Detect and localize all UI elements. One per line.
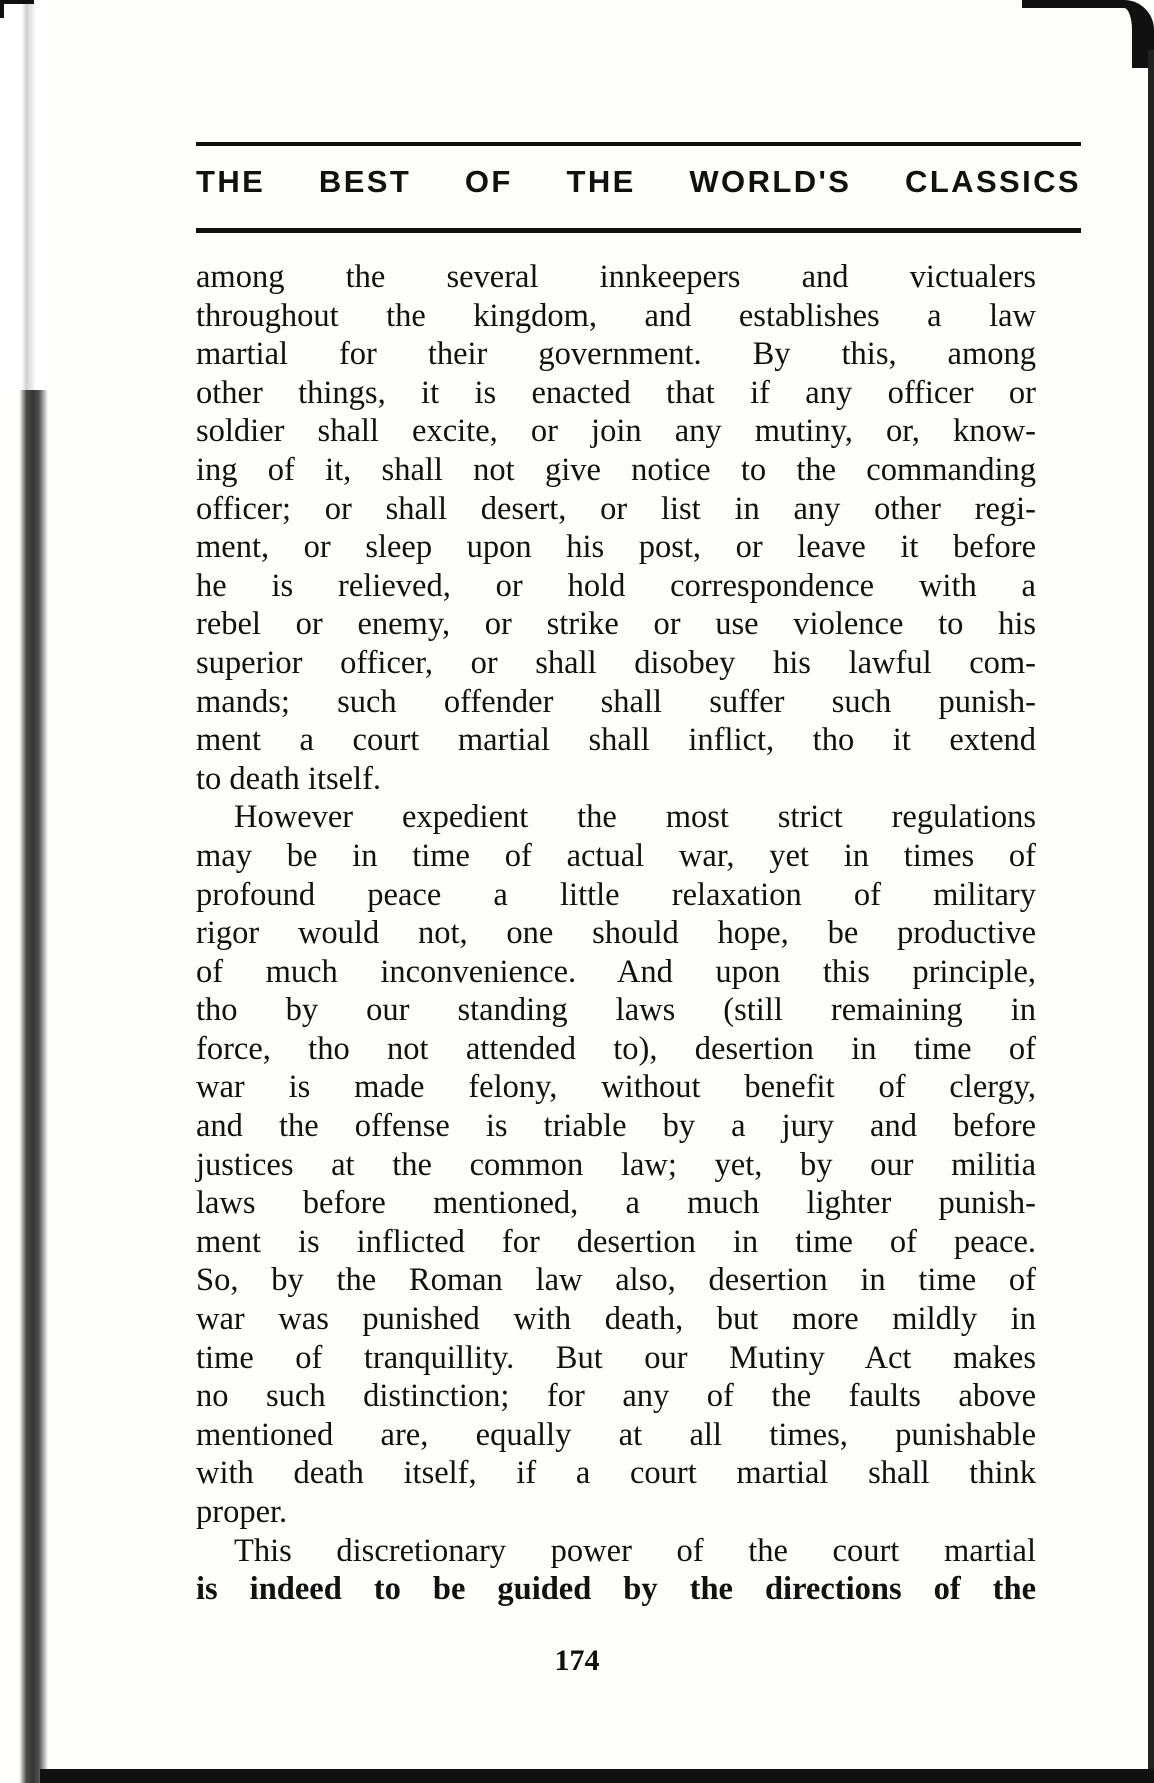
text-line: mands; such offender shall suffer such punish- <box>196 683 1036 720</box>
text-line: ing of it, shall not give notice to the commanding <box>196 451 1036 488</box>
page-number: 174 <box>554 1644 600 1677</box>
text-line: ment, or sleep upon his post, or leave it before <box>196 529 1036 566</box>
header-rule-top <box>196 142 1081 146</box>
text-line: and the offense is triable by a jury and before <box>196 1108 1036 1145</box>
paragraph-first-line: This discretionary power of the court martial <box>234 1532 1036 1569</box>
page-edge-bottom <box>40 1769 1154 1783</box>
binding-gutter-highlight <box>0 0 48 390</box>
text-line: officer; or shall desert, or list in any other regi- <box>196 490 1036 527</box>
text-line: laws before mentioned, a much lighter punish- <box>196 1185 1036 1222</box>
text-line: rebel or enemy, or strike or use violence to his <box>196 606 1036 643</box>
text-line: he is relieved, or hold correspondence with a <box>196 567 1036 604</box>
text-line: ment a court martial shall inflict, tho it extend <box>196 722 1036 759</box>
text-line: no such distinction; for any of the faults above <box>196 1378 1036 1415</box>
running-title: THE BEST OF THE WORLD'S CLASSICS <box>196 164 1081 199</box>
text-line: among the several innkeepers and victualers <box>196 259 1036 295</box>
text-line: superior officer, or shall disobey his lawful com- <box>196 644 1036 681</box>
text-line: time of tranquillity. But our Mutiny Act makes <box>196 1339 1036 1376</box>
text-line: other things, it is enacted that if any officer or <box>196 374 1036 411</box>
text-line: martial for their government. By this, among <box>196 336 1036 373</box>
text-line: profound peace a little relaxation of military <box>196 876 1036 913</box>
text-line: So, by the Roman law also, desertion in time of <box>196 1262 1036 1299</box>
text-line: rigor would not, one should hope, be productive <box>196 915 1036 952</box>
header-rule-bottom <box>196 228 1081 233</box>
text-line: ment is inflicted for desertion in time of peace. <box>196 1223 1036 1260</box>
text-line: tho by our standing laws (still remaining in <box>196 992 1036 1029</box>
text-line: force, tho not attended to), desertion in time of <box>196 1030 1036 1067</box>
text-line: to death itself. <box>196 760 382 797</box>
paragraph-first-line: However expedient the most strict regulations <box>234 799 1036 836</box>
text-line: justices at the common law; yet, by our militia <box>196 1146 1036 1183</box>
text-line: mentioned are, equally at all times, punishable <box>196 1416 1036 1453</box>
text-line: proper. <box>196 1494 288 1530</box>
text-line: war is made felony, without benefit of clergy, <box>196 1069 1036 1106</box>
text-line: is indeed to be guided by the directions of the <box>196 1571 1036 1608</box>
text-line: may be in time of actual war, yet in times of <box>196 837 1036 874</box>
text-line: soldier shall excite, or join any mutiny, or, know- <box>196 413 1036 450</box>
page-corner-top-left <box>0 0 34 18</box>
page-corner-top-right <box>1022 0 1154 68</box>
text-line: throughout the kingdom, and establishes a law <box>196 297 1036 334</box>
body-text <box>196 258 1036 1609</box>
text-line: with death itself, if a court martial shall think <box>196 1455 1036 1492</box>
text-line: of much inconvenience. And upon this principle, <box>196 953 1036 990</box>
page-edge-right <box>1148 50 1154 1783</box>
text-line: war was punished with death, but more mildly in <box>196 1301 1036 1338</box>
